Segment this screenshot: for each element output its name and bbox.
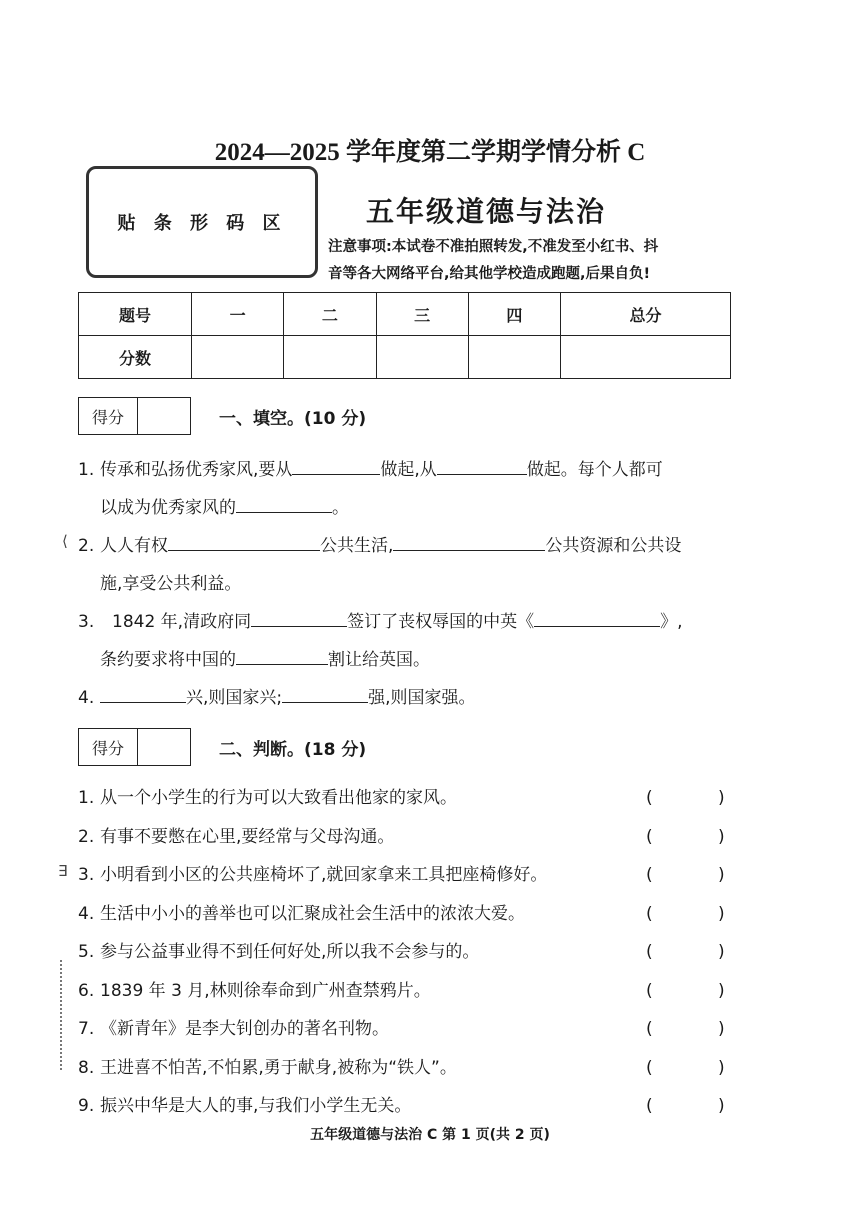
- answer-paren-close[interactable]: ): [718, 865, 725, 885]
- question-text: 从一个小学生的行为可以大致看出他家的家风。: [100, 788, 457, 808]
- exam-title: 2024—2025 学年度第二学期学情分析 C: [214, 139, 646, 166]
- question-number: 2.: [78, 826, 95, 847]
- margin-mark: ⟨: [62, 532, 68, 550]
- header-cell: 总分: [561, 293, 731, 336]
- judgement-item: [78, 897, 738, 931]
- binding-dotted-line: [60, 960, 64, 1070]
- question-text: 有事不要憋在心里,要经常与父母沟通。: [100, 826, 395, 847]
- notice-line-1: 注意事项:本试卷不准拍照转发,不准发至小红书、抖: [328, 239, 659, 255]
- question-text: 1842 年,清政府同: [112, 612, 252, 632]
- question-text: 条约要求将中国的: [100, 650, 236, 670]
- question-text: 1839 年 3 月,林则徐奉命到广州查禁鸦片。: [100, 980, 431, 1001]
- judgement-item: [78, 1012, 738, 1046]
- question-text: 施,享受公共利益。: [100, 574, 242, 594]
- question-text: 公共生活,: [320, 536, 394, 556]
- fill-question-1: [78, 451, 738, 527]
- answer-blank[interactable]: [437, 456, 527, 475]
- barcode-area: [86, 166, 318, 278]
- question-text: 参与公益事业得不到任何好处,所以我不会参与的。: [100, 942, 480, 962]
- score-table: [78, 292, 731, 379]
- answer-paren-open[interactable]: (: [646, 903, 653, 924]
- score-row-label: 分数: [79, 336, 192, 379]
- judgement-item: [78, 935, 738, 969]
- question-number: 9.: [78, 1096, 95, 1116]
- question-text: 签订了丧权辱国的中英《: [347, 612, 535, 632]
- page-footer: 五年级道德与法治 C 第 1 页(共 2 页): [310, 1127, 550, 1143]
- answer-blank[interactable]: [292, 456, 380, 475]
- barcode-label: 贴 条 形 码 区: [117, 213, 287, 234]
- answer-paren-close[interactable]: ): [718, 826, 725, 847]
- section2-score-blank[interactable]: [138, 729, 190, 765]
- score-cell[interactable]: [376, 336, 468, 379]
- answer-paren-open[interactable]: (: [646, 865, 653, 885]
- answer-paren-close[interactable]: ): [718, 942, 725, 962]
- fill-question-2: [78, 527, 738, 603]
- score-cell[interactable]: [561, 336, 731, 379]
- header-cell: 题号: [79, 293, 192, 336]
- section2-header: [78, 728, 366, 766]
- margin-mark: ∃: [58, 862, 68, 880]
- score-cell[interactable]: [284, 336, 376, 379]
- section1-title: 一、填空。(10 分): [219, 408, 367, 429]
- answer-blank[interactable]: [236, 494, 332, 513]
- judgement-item: [78, 781, 738, 815]
- answer-paren-close[interactable]: ): [718, 903, 725, 924]
- answer-blank[interactable]: [282, 684, 368, 703]
- answer-blank[interactable]: [236, 646, 328, 665]
- question-text: 传承和弘扬优秀家风,要从: [100, 460, 293, 480]
- section2-title: 二、判断。(18 分): [219, 739, 367, 760]
- question-number: 3.: [78, 865, 95, 885]
- score-table-score-row: [79, 336, 731, 379]
- question-text: 公共资源和公共设: [545, 536, 682, 556]
- answer-paren-close[interactable]: ): [718, 788, 725, 808]
- question-number: 6.: [78, 980, 95, 1001]
- fill-question-3: [78, 603, 738, 679]
- header-cell: 三: [376, 293, 468, 336]
- question-text: 王进喜不怕苦,不怕累,勇于献身,被称为“铁人”。: [100, 1057, 457, 1078]
- score-table-header-row: [79, 293, 731, 336]
- answer-paren-open[interactable]: (: [646, 942, 653, 962]
- judgement-item: [78, 858, 738, 892]
- question-number: 4.: [78, 903, 95, 924]
- question-text: 兴,则国家兴;: [186, 688, 283, 708]
- section1-score-blank[interactable]: [138, 398, 190, 434]
- subject-title: 五年级道德与法治: [366, 195, 607, 228]
- question-text: 小明看到小区的公共座椅坏了,就回家拿来工具把座椅修好。: [100, 865, 548, 885]
- question-text: 人人有权: [100, 536, 168, 556]
- header-cell: 二: [284, 293, 376, 336]
- answer-blank[interactable]: [251, 608, 347, 627]
- judgement-item: [78, 1089, 738, 1123]
- question-number: 3.: [78, 612, 95, 632]
- question-text: 以成为优秀家风的: [100, 498, 236, 518]
- question-number: 2.: [78, 536, 95, 556]
- answer-paren-close[interactable]: ): [718, 1096, 725, 1116]
- notice-line-2: 音等各大网络平台,给其他学校造成跑题,后果自负!: [328, 266, 651, 282]
- answer-blank[interactable]: [100, 684, 186, 703]
- question-number: 8.: [78, 1057, 95, 1078]
- header-cell: 四: [468, 293, 560, 336]
- answer-paren-open[interactable]: (: [646, 980, 653, 1001]
- answer-paren-open[interactable]: (: [646, 1057, 653, 1078]
- judgement-item: [78, 820, 738, 854]
- question-text: 振兴中华是大人的事,与我们小学生无关。: [100, 1096, 412, 1116]
- score-cell[interactable]: [192, 336, 284, 379]
- question-number: 1.: [78, 788, 95, 808]
- question-text: 做起。每个人都可: [526, 460, 663, 480]
- answer-paren-close[interactable]: ): [718, 980, 725, 1001]
- answer-paren-open[interactable]: (: [646, 788, 653, 808]
- question-number: 7.: [78, 1019, 95, 1039]
- question-number: 1.: [78, 460, 95, 480]
- answer-paren-open[interactable]: (: [646, 826, 653, 847]
- question-text: 割让给英国。: [328, 650, 430, 670]
- section2-score-box: [78, 728, 191, 766]
- notice: [328, 234, 738, 288]
- answer-blank[interactable]: [393, 532, 545, 551]
- question-text: 》,: [660, 612, 683, 632]
- section1-header: [78, 397, 366, 435]
- section1-score-label: 得分: [79, 398, 138, 434]
- answer-paren-open[interactable]: (: [646, 1096, 653, 1116]
- section2-score-label: 得分: [79, 729, 138, 765]
- question-text: 《新青年》是李大钊创办的著名刊物。: [100, 1019, 389, 1039]
- header-cell: 一: [192, 293, 284, 336]
- score-cell[interactable]: [468, 336, 560, 379]
- answer-paren-close[interactable]: ): [718, 1057, 725, 1078]
- answer-paren-open[interactable]: (: [646, 1019, 653, 1039]
- section1-score-box: [78, 397, 191, 435]
- judgement-item: [78, 974, 738, 1008]
- question-number: 4.: [78, 688, 95, 708]
- answer-blank[interactable]: [168, 532, 320, 551]
- question-text: 。: [332, 498, 349, 518]
- fill-question-4: [78, 679, 738, 717]
- answer-blank[interactable]: [534, 608, 660, 627]
- question-text: 做起,从: [380, 460, 437, 480]
- question-text: 生活中小小的善举也可以汇聚成社会生活中的浓浓大爱。: [100, 903, 525, 924]
- question-number: 5.: [78, 942, 95, 962]
- answer-paren-close[interactable]: ): [718, 1019, 725, 1039]
- judgement-item: [78, 1051, 738, 1085]
- question-text: 强,则国家强。: [368, 688, 476, 708]
